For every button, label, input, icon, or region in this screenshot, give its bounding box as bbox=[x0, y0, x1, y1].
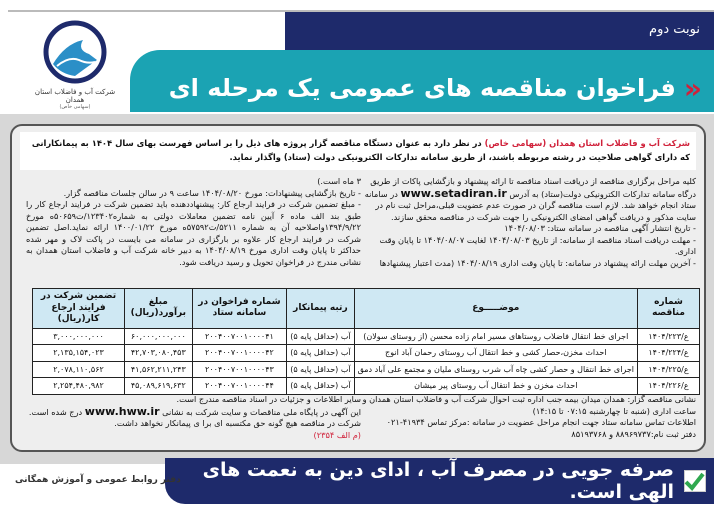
checkmark-icon bbox=[684, 470, 706, 492]
cell-subject: اجرای خط انتقال و حصار کشی چاه آب شرب روستای ملیان و مجتمع علی آباد دمق bbox=[354, 361, 637, 378]
procedure-part2: در سامانه ستاد انجام خواهد شد. لازم است مناقصه گران در صورت عدم عضویت قبلی،مراحل ثبت نام در سایت مذکور و دریافت گواهی امضای الکترونیکی را جهت شرکت در مناقصه محقق سازند. bbox=[364, 188, 696, 222]
col-setad-number: شماره فراخوان در سامانه ستاد bbox=[192, 289, 287, 329]
cell-tender-number: ع/۱۴۰۴/۲۲۳ bbox=[638, 328, 700, 345]
contact-info bbox=[361, 394, 696, 440]
intro-text: در نظر دارد به عنوان دستگاه مناقصه گزار پروژه های ذیل را بر اساس فهرست بهای سال ۱۴۰۴ به پیمانکارانی که دارای گواهی صلاحیت در رشته مربوطه باشند، از طریق سامانه تدارکات الکترونیکی دولت (ستاد) واگذار نماید. bbox=[31, 138, 690, 162]
publication-line bbox=[26, 406, 361, 419]
page-title: فراخوان مناقصه های عمومی یک مرحله ای bbox=[168, 74, 676, 102]
intro-paragraph bbox=[20, 132, 696, 170]
table-row bbox=[33, 378, 700, 395]
publish-date: - تاریخ انتشار آگهی مناقصه در سامانه ستاد: ۱۴۰۴/۰۸/۰۳ bbox=[504, 223, 696, 233]
validity-text: ۳ ماه است.) bbox=[317, 176, 361, 186]
other-info bbox=[26, 394, 361, 441]
slogan-banner bbox=[165, 458, 714, 504]
logo-text: شرکت آب و فاضلاب استان همدان bbox=[34, 88, 116, 104]
cell-setad-number: ۲۰۰۴۰۰۷۰۰۱۰۰۰۰۴۲ bbox=[192, 345, 287, 362]
cell-guarantee: ۲,۱۳۵,۱۵۴,۰۲۳ bbox=[33, 345, 125, 362]
submission-deadline: - آخرین مهلت ارائه پیشنهاد در سامانه: تا پایان وقت اداری ۱۴۰۴/۰۸/۱۹ (مدت اعتبار پیشنهادها bbox=[379, 257, 696, 268]
publication-text-end: درج شده است. bbox=[28, 406, 85, 417]
notice-box bbox=[10, 124, 706, 452]
cell-guarantee: ۲,۲۵۴,۴۸۰,۹۸۲ bbox=[33, 378, 125, 395]
address-text: نشانی مناقصه گزار: همدان میدان بیمه جنب اداره ثبت احوال شرکت آب و فاضلاب استان همدان و ساعت اداری (شنبه تا چهارشنبه ۰۷:۱۵ تا ۱۴:۱۵) bbox=[362, 394, 696, 416]
logo-subtext: (سهامی خاص) bbox=[59, 104, 91, 110]
procedure-part1: کلیه مراحل برگزاری مناقصه از دریافت اسناد مناقصه تا ارائه پیشنهاد و بازگشایی پاکات از طریق درگاه سامانه تدارکات الکترونیکی دولت(ستاد) به آدرس bbox=[370, 176, 696, 199]
department-name: دفتر روابط عمومی و آموزش همگانی bbox=[15, 475, 181, 485]
document-deadline: - مهلت دریافت اسناد مناقصه از سامانه: از تاریخ ۱۴۰۴/۰۸/۰۳ لغایت ۱۴۰۴/۰۸/۰۷ تا پایان وقت اداری. bbox=[379, 234, 696, 256]
cell-estimate: ۴۲,۷۰۳,۰۸۰,۴۵۳ bbox=[125, 345, 193, 362]
cell-setad-number: ۲۰۰۴۰۰۷۰۰۱۰۰۰۰۴۳ bbox=[192, 361, 287, 378]
details-left bbox=[26, 176, 361, 268]
rights-disclaimer: شرکت در مناقصه هیچ گونه حق مکتسبه ای برا ی پیمانکار نخواهد داشت. bbox=[114, 418, 361, 428]
col-subject: موضـــــوع bbox=[354, 289, 637, 329]
cell-rank: آب (حداقل پایه ۵) bbox=[287, 361, 354, 378]
setad-contact: اطلاعات تماس سامانه ستاد جهت انجام مراحل عضویت در سامانه :مرکز تماس ۴۱۹۳۴-۰۲۱ bbox=[386, 417, 696, 427]
cell-rank: آب (حداقل پایه ۵) bbox=[287, 345, 354, 362]
table-row bbox=[33, 361, 700, 378]
cell-subject: احداث مخزن،حصار کشی و خط انتقال آب روستای رحمان آباد انوج bbox=[354, 345, 637, 362]
water-wave-logo-icon bbox=[43, 20, 107, 84]
cell-rank: آب (حداقل پایه ۵) bbox=[287, 328, 354, 345]
cell-tender-number: ع/۱۴۰۴/۲۲۶ bbox=[638, 378, 700, 395]
cell-subject: احداث مخزن و خط انتقال آب روستای پیر میشان bbox=[354, 378, 637, 395]
company-website-link[interactable]: www.hww.ir bbox=[84, 404, 160, 418]
cell-estimate: ۶۰,۰۰۰,۰۰۰,۰۰۰ bbox=[125, 328, 193, 345]
title-banner bbox=[130, 50, 714, 112]
company-logo bbox=[30, 20, 120, 120]
tender-table bbox=[32, 288, 700, 395]
details-right bbox=[356, 176, 696, 269]
cell-guarantee: ۳,۰۰۰,۰۰۰,۰۰۰ bbox=[33, 328, 125, 345]
cell-tender-number: ع/۱۴۰۴/۲۲۵ bbox=[638, 361, 700, 378]
ad-code: (م الف ۲۳۵۴) bbox=[313, 429, 361, 440]
round-label: نوبت دوم bbox=[649, 22, 700, 37]
col-estimate: مبلغ برآورد(ریال) bbox=[125, 289, 193, 329]
cell-rank: آب (حداقل پایه ۵) bbox=[287, 378, 354, 395]
publication-text: این آگهی در پایگاه ملی مناقصات و سایت شرکت به نشانی bbox=[159, 406, 361, 417]
table-row bbox=[33, 345, 700, 362]
table-row bbox=[33, 328, 700, 345]
slogan-text: صرفه جویی در مصرف آب ، ادای دین به نعمت های الهی است. bbox=[202, 459, 674, 503]
col-rank: رتبه پیمانکار bbox=[287, 289, 354, 329]
col-tender-number: شماره مناقصه bbox=[638, 289, 700, 329]
cell-subject: اجرای خط انتقال فاضلاب روستاهای مسیر امام زاده محسن (از روستای سولان) bbox=[354, 328, 637, 345]
procedure-text bbox=[356, 176, 696, 223]
cell-setad-number: ۲۰۰۴۰۰۷۰۰۱۰۰۰۰۴۴ bbox=[192, 378, 287, 395]
col-guarantee: تضمین شرکت در فرایند ارجاع کار(ریال) bbox=[33, 289, 125, 329]
other-info-line: سایر اطلاعات و جزئیات در اسناد مناقصه مندرج است. bbox=[176, 394, 361, 404]
registration-phones: دفتر ثبت نام:۸۸۹۶۹۷۳۷ و ۸۵۱۹۳۷۶۸ bbox=[571, 428, 696, 439]
opening-date: - تاریخ بازگشایی پیشنهادات: مورخ ۱۴۰۴/۰۸/۲۰ ساعت ۹ در سالن جلسات مناقصه گزار. bbox=[63, 187, 361, 198]
double-chevron-icon: « bbox=[683, 71, 702, 105]
guarantee-text: - مبلغ تضمین شرکت در فرایند ارجاع کار: پیشنهاددهنده باید تضمین شرکت در فرایند ارجاع کار را طبق بند الف ماده ۶ آیین نامه تضمین معاملات دولتی به شماره۱۲۳۴۰۲/ت۵۰۶۵۹ه مورخ ۱۳۹۴/۹/۲۲واصلاحیه آن به شماره ۵۲۱۱/ت۵۷۵۹۲ه مورخ ۱۴۰۰/۰۱/۲۲ ارائه نماید.اصل تضمین شرکت در فرایند ارجاع کار علاوه بر بارگزاری در سامانه می بایست در پاکت لاک و مهر شده حداکثر تا پایان وقت اداری مورخ ۱۴۰۴/۰۸/۱۹ به دبیر خانه شرکت آب و فاضلاب استان همدان به نشانی مندرج در فراخوان تحویل و رسید دریافت شود. bbox=[26, 199, 361, 267]
cell-setad-number: ۲۰۰۴۰۰۷۰۰۱۰۰۰۰۴۱ bbox=[192, 328, 287, 345]
table-header-row bbox=[33, 289, 700, 329]
company-name: شرکت آب و فاضلاب استان همدان (سهامی خاص) bbox=[484, 138, 690, 148]
cell-guarantee: ۲,۰۷۸,۱۱۰,۵۶۲ bbox=[33, 361, 125, 378]
setad-link[interactable]: www.setadiran.ir bbox=[400, 186, 507, 200]
cell-estimate: ۴۱,۵۶۲,۲۱۱,۲۴۳ bbox=[125, 361, 193, 378]
round-banner bbox=[285, 12, 714, 50]
cell-tender-number: ع/۱۴۰۴/۲۲۴ bbox=[638, 345, 700, 362]
cell-estimate: ۴۵,۰۸۹,۶۱۹,۶۳۲ bbox=[125, 378, 193, 395]
